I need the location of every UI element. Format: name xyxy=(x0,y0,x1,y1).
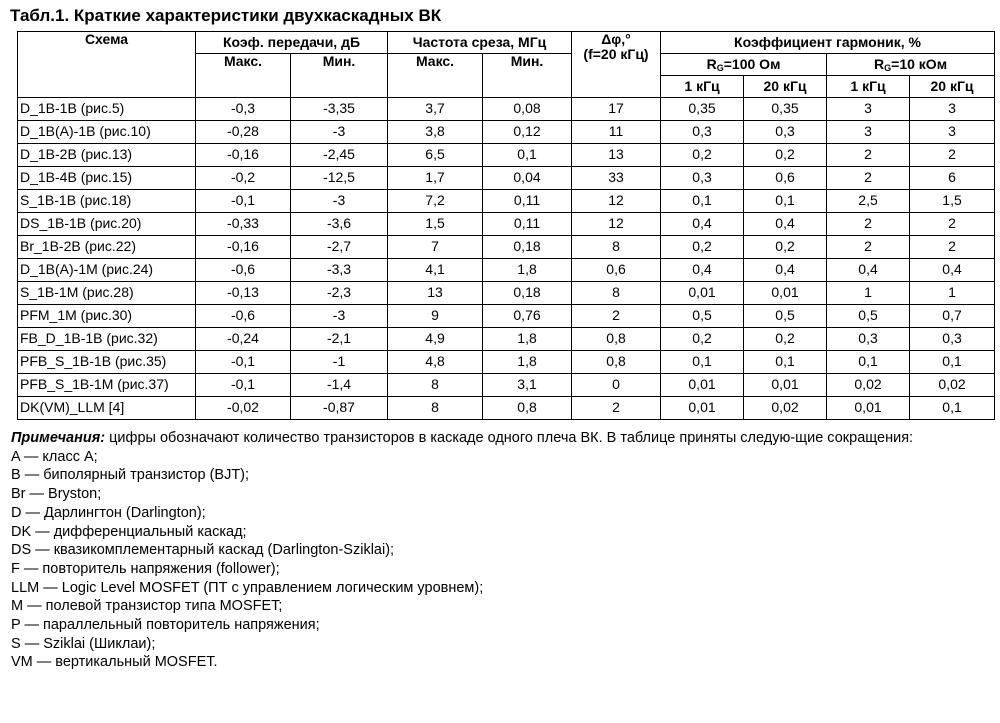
cell-h10k-1k: 0,1 xyxy=(827,351,910,374)
cell-h100-1k: 0,4 xyxy=(661,213,744,236)
abbreviation-item: A — класс A; xyxy=(11,448,98,465)
cell-h10k-20k: 0,1 xyxy=(910,351,995,374)
cell-gain-max: -0,1 xyxy=(196,374,291,397)
header-rg-10k: $R_G=10$ кОм xyxy=(827,54,995,76)
cell-phase: 11 xyxy=(572,121,661,144)
table-body xyxy=(18,98,995,420)
cell-gain-max: -0,02 xyxy=(196,397,291,420)
notes-intro xyxy=(11,429,996,448)
cell-h10k-20k: 0,1 xyxy=(910,397,995,420)
cell-scheme: D_1B(A)-1B (рис.10) xyxy=(18,121,196,144)
cell-gain-min: -3,3 xyxy=(291,259,388,282)
cell-gain-max: -0,3 xyxy=(196,98,291,121)
cell-h100-1k: 0,3 xyxy=(661,121,744,144)
header-gain-max: Макс. xyxy=(196,54,291,98)
cell-phase: 33 xyxy=(572,167,661,190)
cell-scheme: FB_D_1B-1B (рис.32) xyxy=(18,328,196,351)
abbreviation-item: S — Sziklai (Шиклаи); xyxy=(11,635,156,652)
table-row xyxy=(18,351,995,374)
cell-scheme: D_1B-4B (рис.15) xyxy=(18,167,196,190)
cell-phase: 12 xyxy=(572,190,661,213)
cell-gain-max: -0,6 xyxy=(196,305,291,328)
cell-scheme: Br_1B-2B (рис.22) xyxy=(18,236,196,259)
header-rg10k-1k: 1 кГц xyxy=(827,76,910,98)
cell-h10k-1k: 0,01 xyxy=(827,397,910,420)
cell-gain-min: -2,7 xyxy=(291,236,388,259)
header-cutoff-max: Макс. xyxy=(388,54,483,98)
header-scheme: Схема xyxy=(18,32,196,98)
cell-gain-max: -0,33 xyxy=(196,213,291,236)
cell-fc-min: 0,12 xyxy=(483,121,572,144)
abbreviation-list xyxy=(11,448,996,672)
table-row xyxy=(18,213,995,236)
cell-scheme: PFB_S_1B-1B (рис.35) xyxy=(18,351,196,374)
table-row xyxy=(18,121,995,144)
cell-h100-1k: 0,1 xyxy=(661,351,744,374)
table-row xyxy=(18,305,995,328)
cell-h10k-20k: 0,3 xyxy=(910,328,995,351)
cell-h100-1k: 0,01 xyxy=(661,374,744,397)
cell-h100-1k: 0,4 xyxy=(661,259,744,282)
header-rg100-20k: 20 кГц xyxy=(744,76,827,98)
cell-fc-max: 8 xyxy=(388,374,483,397)
cell-fc-min: 0,11 xyxy=(483,213,572,236)
header-cutoff-min: Мин. xyxy=(483,54,572,98)
abbreviation-item: DK — дифференциальный каскад; xyxy=(11,523,247,540)
cell-h100-20k: 0,2 xyxy=(744,144,827,167)
cell-h10k-20k: 3 xyxy=(910,98,995,121)
table-row xyxy=(18,144,995,167)
cell-fc-max: 4,1 xyxy=(388,259,483,282)
cell-h10k-20k: 3 xyxy=(910,121,995,144)
cell-h100-20k: 0,6 xyxy=(744,167,827,190)
table-title: Табл.1. Краткие характеристики двухкаскадных ВК xyxy=(10,6,442,25)
cell-phase: 8 xyxy=(572,236,661,259)
header-phase xyxy=(572,32,661,98)
cell-fc-min: 0,8 xyxy=(483,397,572,420)
table-row xyxy=(18,167,995,190)
abbreviation-item: Br — Bryston; xyxy=(11,486,102,503)
cell-gain-min: -2,3 xyxy=(291,282,388,305)
abbreviation-item: P — параллельный повторитель напряжения; xyxy=(11,617,320,634)
header-cutoff: Частота среза, МГц xyxy=(388,32,572,54)
header-rg10k-20k: 20 кГц xyxy=(910,76,995,98)
cell-fc-min: 1,8 xyxy=(483,328,572,351)
cell-h10k-1k: 2 xyxy=(827,213,910,236)
cell-gain-min: -2,45 xyxy=(291,144,388,167)
cell-scheme: PFB_S_1B-1M (рис.37) xyxy=(18,374,196,397)
cell-gain-max: -0,1 xyxy=(196,351,291,374)
cell-fc-min: 0,08 xyxy=(483,98,572,121)
cell-h100-1k: 0,1 xyxy=(661,190,744,213)
cell-gain-min: -12,5 xyxy=(291,167,388,190)
cell-h100-20k: 0,5 xyxy=(744,305,827,328)
cell-gain-min: -1,4 xyxy=(291,374,388,397)
cell-fc-min: 1,8 xyxy=(483,259,572,282)
header-rg-100: $R_G=100$ Ом xyxy=(661,54,827,76)
cell-h10k-1k: 0,3 xyxy=(827,328,910,351)
cell-scheme: D_1B-1B (рис.5) xyxy=(18,98,196,121)
header-phase-symbol: Δφ,° xyxy=(601,31,631,47)
cell-h100-1k: 0,3 xyxy=(661,167,744,190)
cell-gain-max: -0,1 xyxy=(196,190,291,213)
cell-h100-1k: 0,2 xyxy=(661,144,744,167)
notes-label: Примечания: xyxy=(11,430,106,446)
cell-h10k-1k: 0,5 xyxy=(827,305,910,328)
cell-phase: 0 xyxy=(572,374,661,397)
cell-h10k-1k: 2 xyxy=(827,167,910,190)
abbreviation-item: DS — квазикомплементарный каскад (Darlington-Sziklai); xyxy=(11,542,395,559)
cell-fc-min: 0,76 xyxy=(483,305,572,328)
cell-phase: 0,8 xyxy=(572,351,661,374)
table-row xyxy=(18,397,995,420)
cell-fc-max: 7 xyxy=(388,236,483,259)
cell-h10k-1k: 3 xyxy=(827,98,910,121)
cell-h10k-1k: 3 xyxy=(827,121,910,144)
cell-phase: 13 xyxy=(572,144,661,167)
cell-fc-min: 1,8 xyxy=(483,351,572,374)
cell-phase: 2 xyxy=(572,305,661,328)
cell-h10k-20k: 0,4 xyxy=(910,259,995,282)
cell-scheme: D_1B(A)-1M (рис.24) xyxy=(18,259,196,282)
cell-fc-min: 0,11 xyxy=(483,190,572,213)
cell-gain-min: -2,1 xyxy=(291,328,388,351)
cell-h10k-1k: 2,5 xyxy=(827,190,910,213)
abbreviation-item: F — повторитель напряжения (follower); xyxy=(11,560,280,577)
cell-fc-max: 1,5 xyxy=(388,213,483,236)
cell-fc-min: 3,1 xyxy=(483,374,572,397)
abbreviation-item: M — полевой транзистор типа MOSFET; xyxy=(11,598,283,615)
cell-fc-max: 8 xyxy=(388,397,483,420)
cell-fc-max: 4,8 xyxy=(388,351,483,374)
cell-h10k-20k: 2 xyxy=(910,213,995,236)
cell-phase: 12 xyxy=(572,213,661,236)
cell-phase: 0,6 xyxy=(572,259,661,282)
cell-h10k-20k: 6 xyxy=(910,167,995,190)
cell-h100-20k: 0,3 xyxy=(744,121,827,144)
cell-gain-min: -3 xyxy=(291,190,388,213)
cell-h10k-20k: 2 xyxy=(910,236,995,259)
cell-h100-20k: 0,01 xyxy=(744,282,827,305)
cell-gain-max: -0,13 xyxy=(196,282,291,305)
cell-scheme: PFM_1M (рис.30) xyxy=(18,305,196,328)
abbreviation-item: D — Дарлингтон (Darlington); xyxy=(11,504,206,521)
header-thd: Коэффициент гармоник, % xyxy=(661,32,995,54)
cell-h10k-1k: 0,4 xyxy=(827,259,910,282)
table-row xyxy=(18,236,995,259)
cell-scheme: DS_1B-1B (рис.20) xyxy=(18,213,196,236)
cell-h10k-20k: 1 xyxy=(910,282,995,305)
table-row xyxy=(18,259,995,282)
cell-fc-max: 6,5 xyxy=(388,144,483,167)
abbreviation-item: LLM — Logic Level MOSFET (ПТ с управлением логическим уровнем); xyxy=(11,579,484,596)
cell-fc-min: 0,18 xyxy=(483,236,572,259)
cell-fc-min: 0,1 xyxy=(483,144,572,167)
cell-gain-min: -0,87 xyxy=(291,397,388,420)
cell-fc-max: 4,9 xyxy=(388,328,483,351)
cell-phase: 0,8 xyxy=(572,328,661,351)
cell-fc-max: 7,2 xyxy=(388,190,483,213)
header-rg100-1k: 1 кГц xyxy=(661,76,744,98)
cell-h100-20k: 0,02 xyxy=(744,397,827,420)
cell-gain-max: -0,6 xyxy=(196,259,291,282)
cell-gain-min: -1 xyxy=(291,351,388,374)
cell-gain-max: -0,16 xyxy=(196,236,291,259)
cell-phase: 8 xyxy=(572,282,661,305)
cell-h10k-1k: 2 xyxy=(827,144,910,167)
cell-gain-min: -3 xyxy=(291,305,388,328)
cell-h100-1k: 0,01 xyxy=(661,282,744,305)
cell-gain-min: -3,35 xyxy=(291,98,388,121)
cell-gain-min: -3,6 xyxy=(291,213,388,236)
cell-scheme: DK(VM)_LLM [4] xyxy=(18,397,196,420)
cell-fc-max: 3,8 xyxy=(388,121,483,144)
cell-h100-1k: 0,5 xyxy=(661,305,744,328)
header-gain-min: Мин. xyxy=(291,54,388,98)
cell-h10k-20k: 2 xyxy=(910,144,995,167)
cell-h100-20k: 0,1 xyxy=(744,190,827,213)
table-row xyxy=(18,282,995,305)
table-row xyxy=(18,98,995,121)
cell-h10k-20k: 0,7 xyxy=(910,305,995,328)
cell-h100-20k: 0,2 xyxy=(744,236,827,259)
cell-fc-max: 3,7 xyxy=(388,98,483,121)
cell-gain-max: -0,24 xyxy=(196,328,291,351)
characteristics-table xyxy=(17,31,995,420)
cell-fc-max: 1,7 xyxy=(388,167,483,190)
header-gain: Коэф. передачи, дБ xyxy=(196,32,388,54)
cell-h100-20k: 0,35 xyxy=(744,98,827,121)
table-row xyxy=(18,328,995,351)
cell-gain-max: -0,2 xyxy=(196,167,291,190)
cell-h100-1k: 0,2 xyxy=(661,236,744,259)
cell-h100-1k: 0,2 xyxy=(661,328,744,351)
cell-gain-max: -0,16 xyxy=(196,144,291,167)
cell-fc-min: 0,18 xyxy=(483,282,572,305)
cell-fc-max: 9 xyxy=(388,305,483,328)
cell-h100-20k: 0,2 xyxy=(744,328,827,351)
cell-h100-1k: 0,35 xyxy=(661,98,744,121)
table-row xyxy=(18,190,995,213)
cell-gain-min: -3 xyxy=(291,121,388,144)
notes-intro-text: цифры обозначают количество транзисторов в каскаде одного плеча ВК. В таблице приняты следую-щие сокращения: xyxy=(105,430,914,446)
cell-phase: 17 xyxy=(572,98,661,121)
cell-scheme: S_1B-1M (рис.28) xyxy=(18,282,196,305)
abbreviation-item: B — биполярный транзистор (BJT); xyxy=(11,467,250,484)
cell-h10k-1k: 0,02 xyxy=(827,374,910,397)
cell-scheme: D_1B-2B (рис.13) xyxy=(18,144,196,167)
cell-h100-1k: 0,01 xyxy=(661,397,744,420)
cell-h10k-1k: 2 xyxy=(827,236,910,259)
cell-gain-max: -0,28 xyxy=(196,121,291,144)
cell-fc-min: 0,04 xyxy=(483,167,572,190)
cell-h100-20k: 0,4 xyxy=(744,213,827,236)
abbreviation-item: VM — вертикальный MOSFET. xyxy=(11,654,218,671)
cell-h100-20k: 0,4 xyxy=(744,259,827,282)
cell-h100-20k: 0,1 xyxy=(744,351,827,374)
cell-h100-20k: 0,01 xyxy=(744,374,827,397)
cell-h10k-1k: 1 xyxy=(827,282,910,305)
cell-scheme: S_1B-1B (рис.18) xyxy=(18,190,196,213)
cell-h10k-20k: 0,02 xyxy=(910,374,995,397)
cell-fc-max: 13 xyxy=(388,282,483,305)
cell-h10k-20k: 1,5 xyxy=(910,190,995,213)
cell-phase: 2 xyxy=(572,397,661,420)
notes xyxy=(11,429,996,672)
header-phase-condition: (f=20 кГц) xyxy=(583,46,649,63)
table-row xyxy=(18,374,995,397)
